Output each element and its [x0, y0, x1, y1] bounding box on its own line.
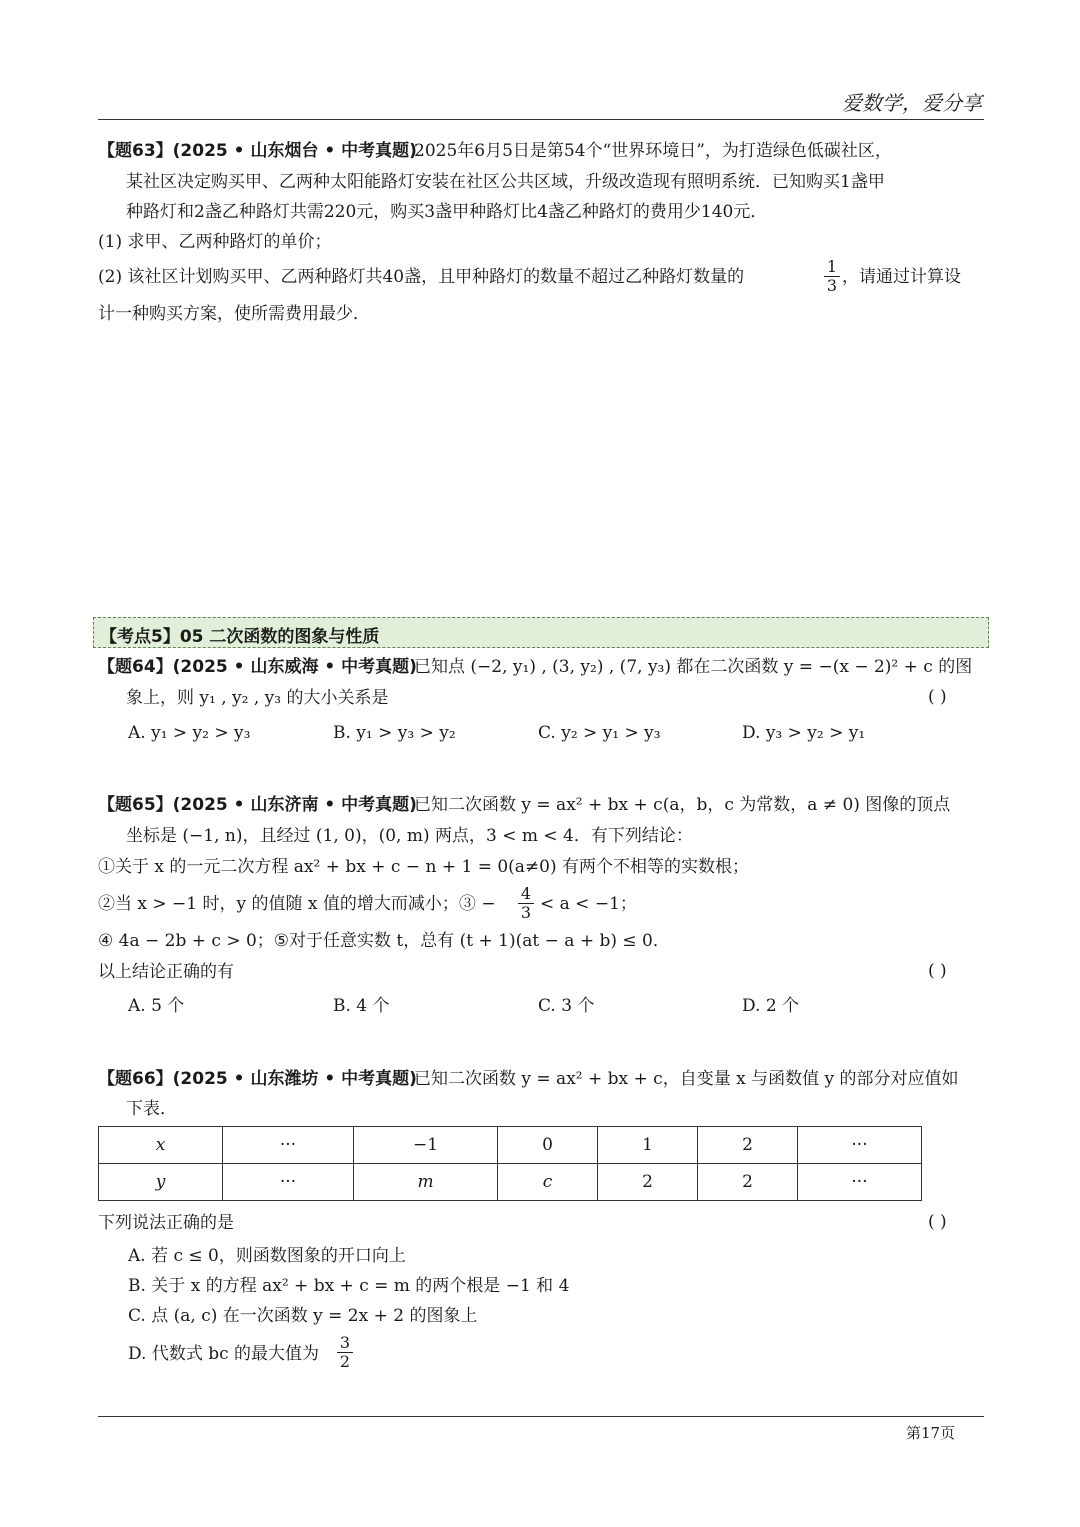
q66-option-c: C. 点 (a, c) 在一次函数 y = 2x + 2 的图象上: [128, 1306, 478, 1326]
q66-line1: 已知二次函数 y = ax² + bx + c，自变量 x 与函数值 y 的部分对应值如: [414, 1069, 959, 1089]
table-cell: ···: [798, 1164, 922, 1201]
table-cell: c: [498, 1164, 598, 1201]
q65-label: 【题65】(2025 • 山东济南 • 中考真题): [98, 795, 417, 815]
q63-part2b: ，请通过计算设: [842, 267, 961, 287]
q64-label: 【题64】(2025 • 山东威海 • 中考真题): [98, 657, 417, 677]
q65-line1: 已知二次函数 y = ax² + bx + c(a，b，c 为常数，a ≠ 0) 图像的顶点: [414, 795, 951, 815]
table-cell: 1: [598, 1127, 698, 1164]
footer-divider: [98, 1416, 984, 1417]
q66-line2: 下表．: [126, 1099, 177, 1119]
q64-option-d: D. y₃ > y₂ > y₁: [742, 723, 866, 743]
q65-option-c: C. 3 个: [538, 996, 595, 1016]
q63-part2a: (2) 该社区计划购买甲、乙两种路灯共40盏，且甲种路灯的数量不超过乙种路灯数量的: [98, 267, 745, 287]
q65-conclusion3: ④ 4a − 2b + c > 0；⑤对于任意实数 t，总有 (t + 1)(at − a + b) ≤ 0．: [98, 931, 670, 951]
q66-label: 【题66】(2025 • 山东潍坊 • 中考真题): [98, 1069, 417, 1089]
kaodian-banner: [93, 617, 989, 648]
q64-line1: 已知点 (−2, y₁) , (3, y₂) , (7, y₃) 都在二次函数 y = −(x − 2)² + c 的图: [414, 657, 973, 677]
q66-answer-paren: ( ): [928, 1212, 947, 1232]
q65-frac-den: 3: [520, 903, 532, 922]
q64-answer-paren: ( ): [928, 687, 947, 707]
q63-part1: (1) 求甲、乙两种路灯的单价；: [98, 232, 332, 252]
q64-option-a: A. y₁ > y₂ > y₃: [128, 723, 251, 743]
q64-line2: 象上，则 y₁ , y₂ , y₃ 的大小关系是: [126, 688, 389, 708]
q64-option-b: B. y₁ > y₃ > y₂: [333, 723, 456, 743]
q66-fraction: [337, 1334, 353, 1371]
q63-line1: 2025年6月5日是第54个“世界环境日”，为打造绿色低碳社区，: [414, 141, 892, 161]
table-cell: ···: [223, 1127, 354, 1164]
q66-option-a: A. 若 c ≤ 0，则函数图象的开口向上: [128, 1246, 406, 1266]
table-cell: 2: [598, 1164, 698, 1201]
q63-frac-den: 3: [826, 276, 838, 295]
table-row: [99, 1164, 922, 1201]
q65-answer-paren: ( ): [928, 961, 947, 981]
q65-option-b: B. 4 个: [333, 996, 390, 1016]
q66-frac-num: 3: [337, 1334, 353, 1353]
table-row: [99, 1127, 922, 1164]
header-divider: [98, 119, 984, 120]
q66-option-b: B. 关于 x 的方程 ax² + bx + c = m 的两个根是 −1 和 4: [128, 1276, 570, 1296]
table-cell: m: [354, 1164, 498, 1201]
table-cell: 2: [698, 1127, 798, 1164]
kaodian-label: 【考点5】05 二次函数的图象与性质: [100, 627, 380, 647]
page-number: 第17页: [906, 1424, 956, 1442]
q66-option-d: D. 代数式 bc 的最大值为: [128, 1344, 320, 1364]
q64-option-c: C. y₂ > y₁ > y₃: [538, 723, 661, 743]
q65-conclusion2a: ②当 x > −1 时，y 的值随 x 值的增大而减小；③ −: [98, 894, 496, 914]
q66-ask: 下列说法正确的是: [98, 1213, 234, 1233]
table-cell: ···: [798, 1127, 922, 1164]
q63-line2: 某社区决定购买甲、乙两种太阳能路灯安装在社区公共区域，升级改造现有照明系统．已知购买1盏甲: [126, 172, 885, 192]
q66-frac-den: 2: [339, 1352, 351, 1371]
table-cell: ···: [223, 1164, 354, 1201]
q63-label: 【题63】(2025 • 山东烟台 • 中考真题): [98, 141, 417, 161]
q63-line3: 种路灯和2盏乙种路灯共需220元，购买3盏甲种路灯比4盏乙种路灯的费用少140元．: [126, 202, 768, 222]
q65-conclusion2b: < a < −1；: [540, 894, 637, 914]
q65-ask: 以上结论正确的有: [98, 962, 234, 982]
header-slogan: 爱数学，爱分享: [842, 91, 982, 115]
q66-value-table: [98, 1126, 922, 1201]
q63-part2c: 计一种购买方案，使所需费用最少．: [98, 304, 370, 324]
q65-frac-num: 4: [518, 885, 534, 904]
table-cell: y: [99, 1164, 223, 1201]
table-cell: 2: [698, 1164, 798, 1201]
table-cell: −1: [354, 1127, 498, 1164]
q65-fraction: [518, 885, 534, 922]
q63-fraction: [824, 258, 840, 295]
table-cell: x: [99, 1127, 223, 1164]
q65-option-d: D. 2 个: [742, 996, 800, 1016]
q63-frac-num: 1: [824, 258, 840, 277]
q65-option-a: A. 5 个: [128, 996, 185, 1016]
q65-conclusion1: ①关于 x 的一元二次方程 ax² + bx + c − n + 1 = 0(a≠0) 有两个不相等的实数根；: [98, 857, 750, 877]
table-cell: 0: [498, 1127, 598, 1164]
q65-line2: 坐标是 (−1, n)，且经过 (1, 0)，(0, m) 两点，3 < m < 4．有下列结论：: [126, 826, 693, 846]
